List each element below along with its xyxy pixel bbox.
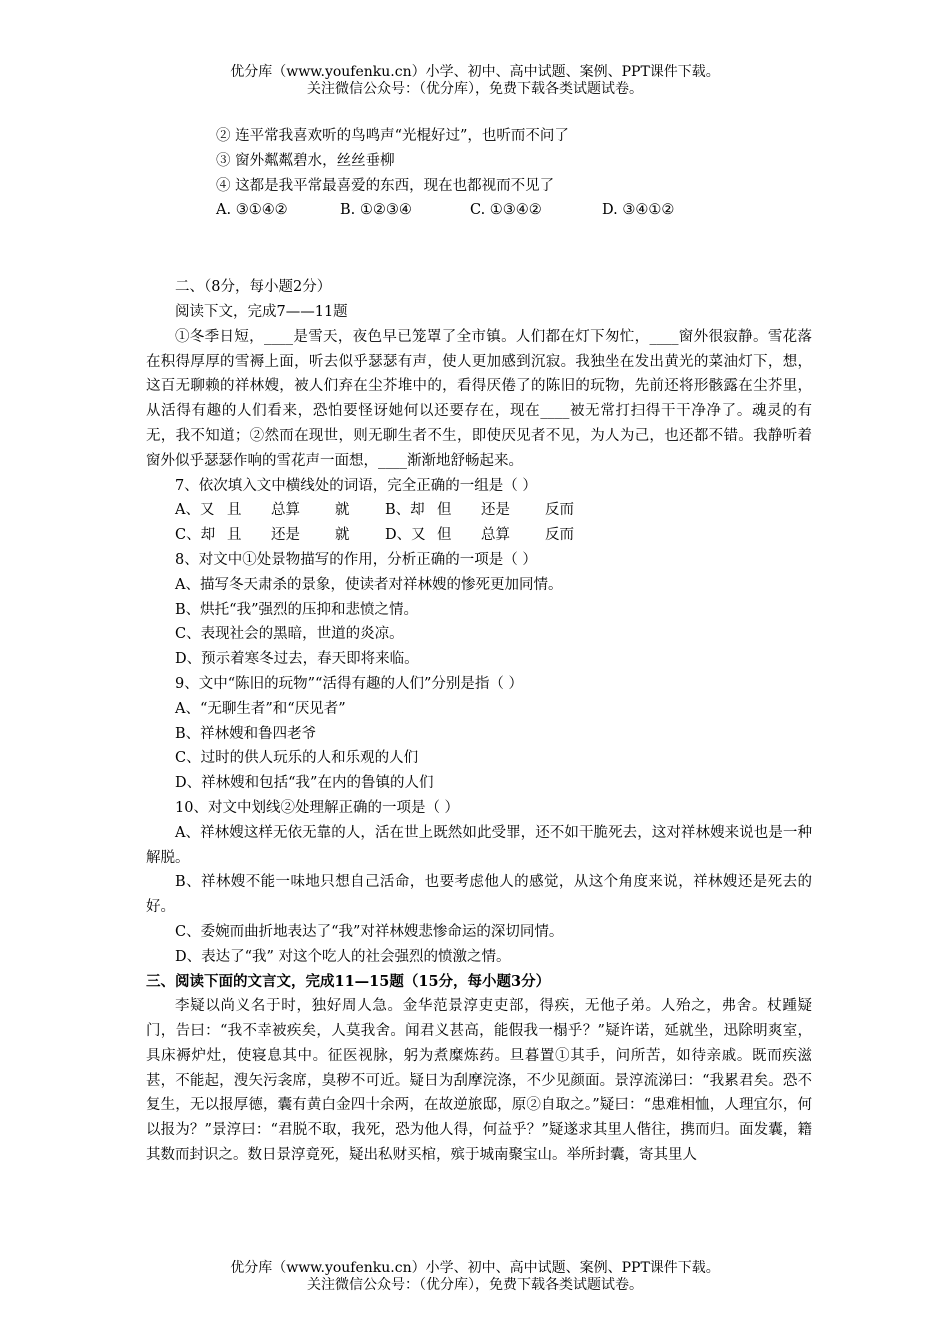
section2-title: 二、（8分，每小题2分） xyxy=(175,279,332,296)
q7-option: 反而 xyxy=(545,527,574,544)
footer-line-2: 关注微信公众号：（优分库），免费下载各类试题试卷。 xyxy=(307,1277,643,1293)
q10-option: C、委婉而曲折地表达了“我”对祥林嫂悲惨命运的深切同情。 xyxy=(175,923,564,940)
header-line-2: 关注微信公众号：（优分库），免费下载各类试题试卷。 xyxy=(307,81,643,97)
header-line-1: 优分库（www.youfenku.cn）小学、初中、高中试题、案例、PPT课件下载。 xyxy=(230,64,720,80)
q9-option: D、祥林嫂和包括“我”在内的鲁镇的人们 xyxy=(175,775,434,792)
q6-answers xyxy=(146,198,812,223)
q6-item: ③ 窗外粼粼碧水，丝丝垂柳 xyxy=(216,152,395,169)
q10-option: D、表达了“我” 对这个吃人的社会强烈的愤激之情。 xyxy=(175,948,511,965)
q9-stem: 9、文中“陈旧的玩物”“活得有趣的人们”分别是指（ ） xyxy=(175,675,523,692)
section3-title: 三、阅读下面的文言文，完成11—15题（15分，每小题3分） xyxy=(146,972,551,990)
q7-option: 且 xyxy=(227,527,242,544)
q9-option: C、过时的供人玩乐的人和乐观的人们 xyxy=(175,750,419,767)
q7-option: 但 xyxy=(437,527,452,544)
q7-option: D、又 xyxy=(385,527,426,544)
q7-option: 反而 xyxy=(545,502,574,519)
q7-option: 还是 xyxy=(481,502,510,519)
q7-option: B、却 xyxy=(385,502,425,519)
q7-option: 还是 xyxy=(271,527,300,544)
q6-answer-a: A. ③①④② xyxy=(216,202,288,219)
q6-answer-d: D. ③④①② xyxy=(602,202,675,219)
q10-stem: 10、对文中划线②处理解正确的一项是（ ） xyxy=(175,799,460,816)
q6-answer-c: C. ①③④② xyxy=(470,202,542,219)
footer-line-1: 优分库（www.youfenku.cn）小学、初中、高中试题、案例、PPT课件下载。 xyxy=(230,1260,720,1276)
q7-option: 总算 xyxy=(481,527,510,544)
section2-passage: ①冬季日短，____是雪天，夜色早已笼罩了全市镇。人们都在灯下匆忙，____窗外很寂静。雪花落在积得厚厚的雪褥上面，听去似乎瑟瑟有声，使人更加感到沉寂。我独坐在发出黄光的菜油灯下，想，这百无聊赖的祥林嫂，被人们弃在尘芥堆中的，看得厌倦了的陈旧的玩物，先前还将形骸露在尘芥里，从活得有趣的人们看来，恐怕要怪讶她何以还要存在，现在____被无常打扫得干干净净了。魂灵的有无，我不知道；②然而在现世，则无聊生者不生，即使厌见者不见，为人为己，也还都不错。我静听着窗外似乎瑟瑟作响的雪花声一面想，____渐渐地舒畅起来。 xyxy=(146,328,812,469)
q8-option: C、表现社会的黑暗，世道的炎凉。 xyxy=(175,626,404,643)
q7-stem: 7、依次填入文中横线处的词语，完全正确的一组是（ ） xyxy=(175,477,537,494)
q9-option: A、“无聊生者”和“厌见者” xyxy=(175,700,346,717)
q7-options-row-2 xyxy=(146,523,812,548)
page-header xyxy=(0,64,950,98)
q8-stem: 8、对文中①处景物描写的作用，分析正确的一项是（ ） xyxy=(175,551,537,568)
section3-passage: 李疑以尚义名于时，独好周人急。金华范景淳吏吏部，得疾，无他子弟。人殆之，弗舍。杖踵疑门，告曰：“我不幸被疾矣，人莫我舍。闻君义甚高，能假我一榻乎？”疑许诺，延就坐，迅除明爽室，具床褥炉灶，使寝息其中。征医视脉，躬为煮糜炼药。旦暮置①其手，问所苦，如待亲戚。既而疾滋甚，不能起，溲矢污衾席，臭秽不可近。疑日为刮摩浣涤，不少见颜面。景淳流涕曰：“我累君矣。恐不复生，无以报厚德，囊有黄白金四十余两，在故逆旅邸，原②自取之。”疑曰：“患难相恤，人理宜尔，何以报为？”景淳曰：“君脱不取，我死，恐为他人得，何益乎？”疑遂求其里人偕往，携而归。面发囊，籍其数而封识之。数日景淳竟死，疑出私财买棺，殡于城南聚宝山。举所封囊，寄其里人 xyxy=(146,998,812,1164)
q8-option: D、预示着寒冬过去，春天即将来临。 xyxy=(175,651,419,668)
q9-option: B、祥林嫂和鲁四老爷 xyxy=(175,725,317,742)
q7-options-row-1 xyxy=(146,498,812,523)
q6-item: ② 连平常我喜欢听的鸟鸣声“光棍好过”，也听而不问了 xyxy=(216,128,569,144)
q7-option: 且 xyxy=(227,502,242,519)
q10-option: A、祥林嫂这样无依无靠的人，活在世上既然如此受罪，还不如干脆死去，这对祥林嫂来说也是一种解脱。 xyxy=(146,824,812,866)
q6-item: ④ 这都是我平常最喜爱的东西，现在也都视而不见了 xyxy=(216,177,555,194)
q7-option: 但 xyxy=(437,502,452,519)
document-body xyxy=(146,124,812,1168)
q7-option: 就 xyxy=(335,527,350,544)
q7-option: 总算 xyxy=(271,502,300,519)
q7-option: 就 xyxy=(335,502,350,519)
q8-option: B、烘托“我”强烈的压抑和悲愤之情。 xyxy=(175,601,418,618)
q10-option: B、祥林嫂不能一味地只想自己活命，也要考虑他人的感觉，从这个角度来说，祥林嫂还是死去的好。 xyxy=(146,874,812,916)
q7-option: C、却 xyxy=(175,527,216,544)
page-footer xyxy=(0,1260,950,1294)
q8-option: A、描写冬天肃杀的景象，使读者对祥林嫂的惨死更加同情。 xyxy=(175,576,563,593)
q7-option: A、又 xyxy=(175,502,215,519)
q6-answer-b: B. ①②③④ xyxy=(340,202,412,219)
section2-instruction: 阅读下文，完成7——11题 xyxy=(175,303,348,320)
